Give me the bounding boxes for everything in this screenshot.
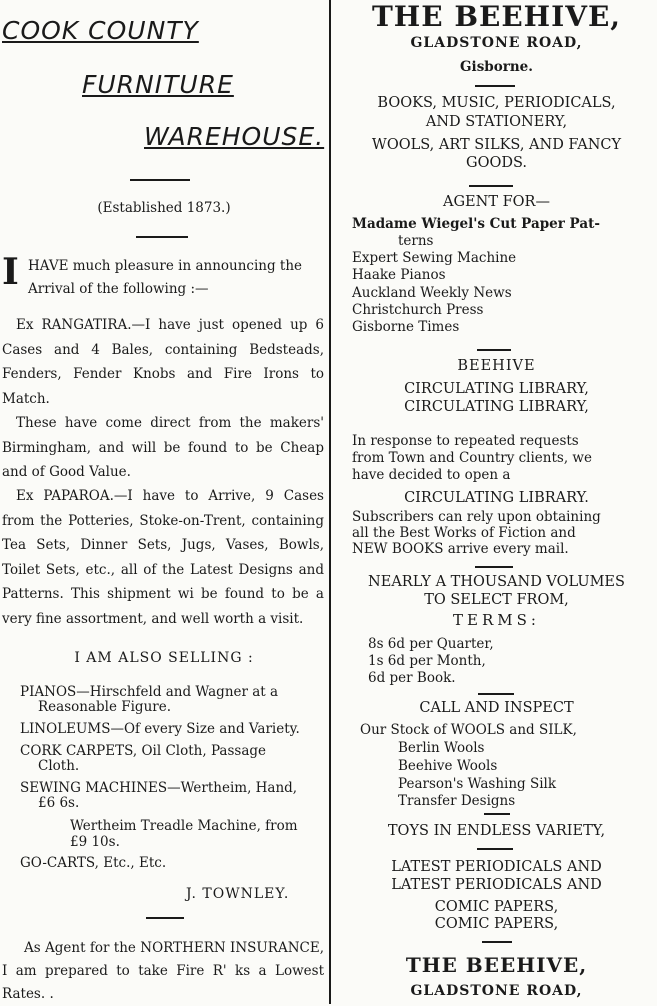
toys-line: TOYS IN ENDLESS VARIETY, <box>387 823 606 839</box>
footer-address: GLADSTONE ROAD, <box>410 983 583 999</box>
established: (Established 1873.) <box>97 200 231 216</box>
separator <box>146 917 184 919</box>
terms-line: 1s 6d per Month, <box>368 653 486 669</box>
also-selling-heading: I AM ALSO SELLING : <box>74 650 254 666</box>
item-sewing: SEWING MACHINES—Wertheim, Hand, <box>20 780 298 796</box>
separator <box>136 236 188 238</box>
wool-item: Pearson's Washing Silk <box>398 776 557 792</box>
goods-line: GOODS. <box>465 155 527 171</box>
item-linoleums: LINOLEUMS—Of every Size and Variety. <box>20 721 300 737</box>
library-line-2: CIRCULATING LIBRARY, <box>404 399 589 415</box>
heading-line-2: FURNITURE <box>82 70 234 99</box>
beehive-address: GLADSTONE ROAD, <box>410 35 583 51</box>
intro-line-2: Arrival of the following :— <box>28 281 209 297</box>
stationery-line: AND STATIONERY, <box>425 114 568 130</box>
wool-item: Transfer Designs <box>398 793 516 809</box>
agent-item: terns <box>398 233 434 249</box>
paragraph-paparoa: Ex PAPAROA.—I have to Arrive, 9 Cases from the Potteries, Stoke-on-Trent, containing Tea Sets, Dinner Sets, Jugs, Vases, Bowls, Toilet Sets, etc., all of the Latest Designs and Patterns. This shipment wi be found to be a very fine assortment, and well worth a visit. <box>2 488 324 627</box>
wool-item: Berlin Wools <box>398 740 485 756</box>
terms-line: 8s 6d per Quarter, <box>368 636 494 652</box>
drop-cap: I <box>2 251 19 293</box>
latest-line-1: LATEST PERIODICALS AND <box>391 859 602 875</box>
agent-item: Expert Sewing Machine <box>352 250 517 266</box>
library-line-1: CIRCULATING LIBRARY, <box>404 381 589 397</box>
library-heading: BEEHIVE <box>457 358 536 374</box>
response-line: from Town and Country clients, we <box>352 450 592 466</box>
agent-item: Auckland Weekly News <box>352 285 512 301</box>
subscribers-line: all the Best Works of Fiction and <box>352 525 576 541</box>
wool-item: Beehive Wools <box>398 758 498 774</box>
separator <box>469 185 513 187</box>
books-line: BOOKS, MUSIC, PERIODICALS, <box>377 95 616 111</box>
response-line: have decided to open a <box>352 467 511 483</box>
column-rule <box>329 0 331 1004</box>
separator <box>477 349 511 351</box>
separator <box>478 693 514 695</box>
subscribers-line: NEW BOOKS arrive every mail. <box>352 541 569 557</box>
agent-item: Madame Wiegel's Cut Paper Pat- <box>352 216 600 232</box>
comic-line-1: COMIC PAPERS, <box>434 899 559 915</box>
item-pianos-cont: Reasonable Figure. <box>38 699 171 715</box>
left-column <box>0 0 328 1004</box>
comic-line-2: COMIC PAPERS, <box>434 916 559 932</box>
item-treadle: Wertheim Treadle Machine, from <box>70 818 298 834</box>
footer-title: THE BEEHIVE, <box>405 953 588 977</box>
separator <box>482 941 512 943</box>
paragraph-makers: These have come direct from the makers' Birmingham, and will be found to be Cheap and of Good Value. <box>2 415 324 480</box>
heading-line-1: COOK COUNTY <box>2 16 199 45</box>
separator <box>475 85 515 87</box>
beehive-title: THE BEEHIVE, <box>371 0 622 33</box>
paragraph-rangatira: Ex RANGATIRA.—I have just opened up 6 Cases and 4 Bales, containing Bedsteads, Fenders, Fender Knobs and Fire Irons to Match. <box>2 317 324 407</box>
item-pianos: PIANOS—Hirschfeld and Wagner at a <box>20 684 279 700</box>
thousand-line-2: TO SELECT FROM, <box>424 592 569 608</box>
thousand-line-1: NEARLY A THOUSAND VOLUMES <box>368 574 625 590</box>
wools-line: WOOLS, ART SILKS, AND FANCY <box>371 137 622 153</box>
signature: J. TOWNLEY. <box>186 886 290 902</box>
separator <box>130 179 190 181</box>
item-treadle-cont: £9 10s. <box>70 834 120 850</box>
separator <box>475 566 513 568</box>
item-gocarts: GO-CARTS, Etc., Etc. <box>20 855 167 871</box>
beehive-town: Gisborne. <box>460 59 533 75</box>
heading-line-3: WAREHOUSE. <box>144 122 325 151</box>
call-heading: CALL AND INSPECT <box>419 700 574 716</box>
paragraph-insurance: As Agent for the NORTHERN INSURANCE, I am prepared to take Fire R' ks a Lowest Rates. . <box>2 940 324 1002</box>
library-line-3: CIRCULATING LIBRARY. <box>404 490 589 506</box>
intro-line-1: HAVE much pleasure in announcing the <box>28 258 303 274</box>
subscribers-line: Subscribers can rely upon obtaining <box>352 509 601 525</box>
agent-heading: AGENT FOR— <box>443 194 550 210</box>
agent-item: Haake Pianos <box>352 267 446 283</box>
separator <box>477 848 513 850</box>
terms-heading: TERMS: <box>453 611 540 629</box>
item-cork: CORK CARPETS, Oil Cloth, Passage <box>20 743 267 759</box>
stock-line: Our Stock of WOOLS and SILK, <box>360 722 577 738</box>
item-cork-cont: Cloth. <box>38 758 80 774</box>
agent-item: Gisborne Times <box>352 319 460 335</box>
item-sewing-cont: £6 6s. <box>38 795 80 811</box>
separator <box>484 813 510 815</box>
agent-item: Christchurch Press <box>352 302 484 318</box>
terms-line: 6d per Book. <box>368 670 456 686</box>
latest-line-2: LATEST PERIODICALS AND <box>391 877 602 893</box>
right-column <box>336 0 657 1004</box>
response-line: In response to repeated requests <box>352 433 579 449</box>
